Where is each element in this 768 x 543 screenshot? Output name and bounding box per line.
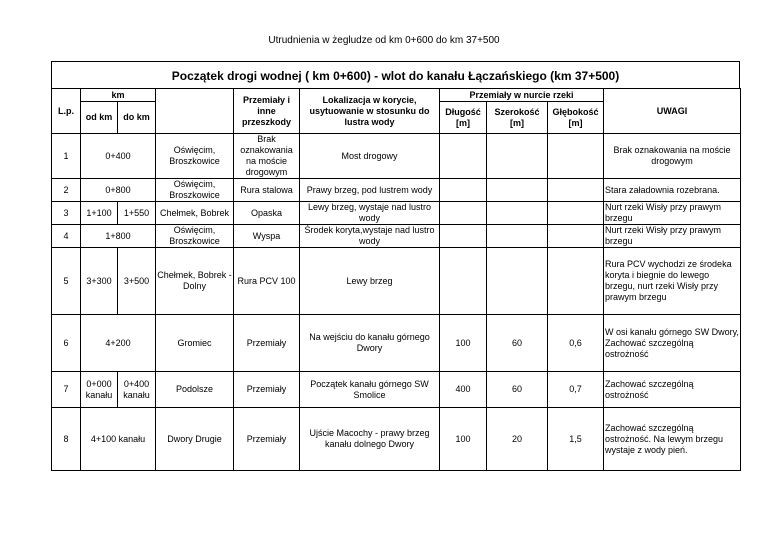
cell-location: Początek kanału górnego SW Smolice — [300, 372, 440, 408]
cell-glebokosc: 0,7 — [548, 372, 604, 408]
cell-glebokosc — [548, 179, 604, 202]
cell-uwagi: Rura PCV wychodzi ze środeka koryta i biegnie do lewego brzegu, nurt rzeki Wisły przy prawym brzegu — [604, 248, 741, 315]
cell-obstacle: Przemiały — [234, 408, 300, 471]
cell-glebokosc: 1,5 — [548, 408, 604, 471]
cell-glebokosc — [548, 248, 604, 315]
cell-glebokosc — [548, 202, 604, 225]
cell-do-km: 1+550 — [118, 202, 156, 225]
cell-lp: 7 — [52, 372, 81, 408]
cell-dlugosc — [440, 248, 487, 315]
cell-obstacle: Wyspa — [234, 225, 300, 248]
cell-place: Podolsze — [156, 372, 234, 408]
cell-szerokosc — [487, 179, 548, 202]
cell-location: Ujście Macochy - prawy brzeg kanału dolnego Dwory — [300, 408, 440, 471]
cell-dlugosc — [440, 225, 487, 248]
table-row — [52, 408, 741, 471]
cell-uwagi: Stara załadownia rozebrana. — [604, 179, 741, 202]
cell-uwagi: Nurt rzeki Wisły przy prawym brzegu — [604, 225, 741, 248]
cell-lp: 8 — [52, 408, 81, 471]
table-title: Początek drogi wodnej ( km 0+600) - wlot do kanału Łączańskiego (km 37+500) — [51, 61, 740, 89]
cell-do-km: 0+400 kanału — [118, 372, 156, 408]
header-km: km — [81, 89, 156, 102]
cell-uwagi: Zachować szczególną ostrożność — [604, 372, 741, 408]
cell-km: 0+800 — [81, 179, 156, 202]
header-dlugosc: Długość [m] — [440, 102, 487, 134]
table-row — [52, 202, 741, 225]
cell-glebokosc: 0,6 — [548, 315, 604, 372]
cell-place: Dwory Drugie — [156, 408, 234, 471]
cell-location: Lewy brzeg, wystaje nad lustro wody — [300, 202, 440, 225]
cell-place: Gromiec — [156, 315, 234, 372]
cell-od-km: 3+300 — [81, 248, 118, 315]
header-obstacles: Przemiały i inne przeszkody — [234, 89, 300, 134]
obstacles-table — [51, 88, 741, 471]
cell-lp: 5 — [52, 248, 81, 315]
table-row — [52, 179, 741, 202]
cell-do-km: 3+500 — [118, 248, 156, 315]
cell-dlugosc — [440, 134, 487, 179]
cell-lp: 1 — [52, 134, 81, 179]
cell-szerokosc — [487, 248, 548, 315]
cell-lp: 3 — [52, 202, 81, 225]
cell-obstacle: Przemiały — [234, 372, 300, 408]
cell-szerokosc — [487, 225, 548, 248]
cell-glebokosc — [548, 134, 604, 179]
header-szerokosc: Szerokość [m] — [487, 102, 548, 134]
cell-location: Na wejściu do kanału górnego Dwory — [300, 315, 440, 372]
cell-km: 0+400 — [81, 134, 156, 179]
cell-location: Środek koryta,wystaje nad lustro wody — [300, 225, 440, 248]
cell-dlugosc: 400 — [440, 372, 487, 408]
cell-od-km: 1+100 — [81, 202, 118, 225]
header-location: Lokalizacja w korycie, usytuowanie w stosunku do lustra wody — [300, 89, 440, 134]
cell-szerokosc: 60 — [487, 315, 548, 372]
cell-place: Oświęcim, Broszkowice — [156, 134, 234, 179]
cell-km: 4+200 — [81, 315, 156, 372]
cell-glebokosc — [548, 225, 604, 248]
cell-dlugosc — [440, 179, 487, 202]
document-title: Utrudnienia w żegludze od km 0+600 do km 37+500 — [268, 35, 500, 46]
cell-lp: 4 — [52, 225, 81, 248]
cell-place: Oświęcim, Broszkowice — [156, 179, 234, 202]
cell-place: Chełmek, Bobrek — [156, 202, 234, 225]
cell-szerokosc — [487, 134, 548, 179]
table-row — [52, 372, 741, 408]
cell-place: Oświęcim, Broszkowice — [156, 225, 234, 248]
cell-location: Prawy brzeg, pod lustrem wody — [300, 179, 440, 202]
cell-lp: 6 — [52, 315, 81, 372]
cell-km: 4+100 kanału — [81, 408, 156, 471]
cell-dlugosc: 100 — [440, 315, 487, 372]
cell-lp: 2 — [52, 179, 81, 202]
header-do-km: do km — [118, 102, 156, 134]
table-row — [52, 225, 741, 248]
cell-obstacle: Rura stalowa — [234, 179, 300, 202]
cell-dlugosc: 100 — [440, 408, 487, 471]
cell-uwagi: Zachować szczególną ostrożność. Na lewym brzegu wystaje z wody pień. — [604, 408, 741, 471]
cell-obstacle: Rura PCV 100 — [234, 248, 300, 315]
cell-obstacle: Przemiały — [234, 315, 300, 372]
cell-szerokosc: 60 — [487, 372, 548, 408]
header-uwagi: UWAGI — [604, 89, 741, 134]
header-place — [156, 89, 234, 134]
header-przemialy-nurt: Przemiały w nurcie rzeki — [440, 89, 604, 102]
header-glebokosc: Głębokość [m] — [548, 102, 604, 134]
cell-od-km: 0+000 kanału — [81, 372, 118, 408]
cell-dlugosc — [440, 202, 487, 225]
table-row — [52, 248, 741, 315]
cell-uwagi: W osi kanału górnego SW Dwory, Zachować szczególną ostrożność — [604, 315, 741, 372]
cell-km: 1+800 — [81, 225, 156, 248]
table-row — [52, 315, 741, 372]
cell-uwagi: Nurt rzeki Wisły przy prawym brzegu — [604, 202, 741, 225]
cell-location: Lewy brzeg — [300, 248, 440, 315]
header-od-km: od km — [81, 102, 118, 134]
cell-szerokosc — [487, 202, 548, 225]
cell-szerokosc: 20 — [487, 408, 548, 471]
table-row — [52, 134, 741, 179]
cell-obstacle: Brak oznakowania na moście drogowym — [234, 134, 300, 179]
cell-uwagi: Brak oznakowania na moście drogowym — [604, 134, 741, 179]
cell-location: Most drogowy — [300, 134, 440, 179]
cell-place: Chełmek, Bobrek - Dolny — [156, 248, 234, 315]
cell-obstacle: Opaska — [234, 202, 300, 225]
header-lp: L.p. — [52, 89, 81, 134]
